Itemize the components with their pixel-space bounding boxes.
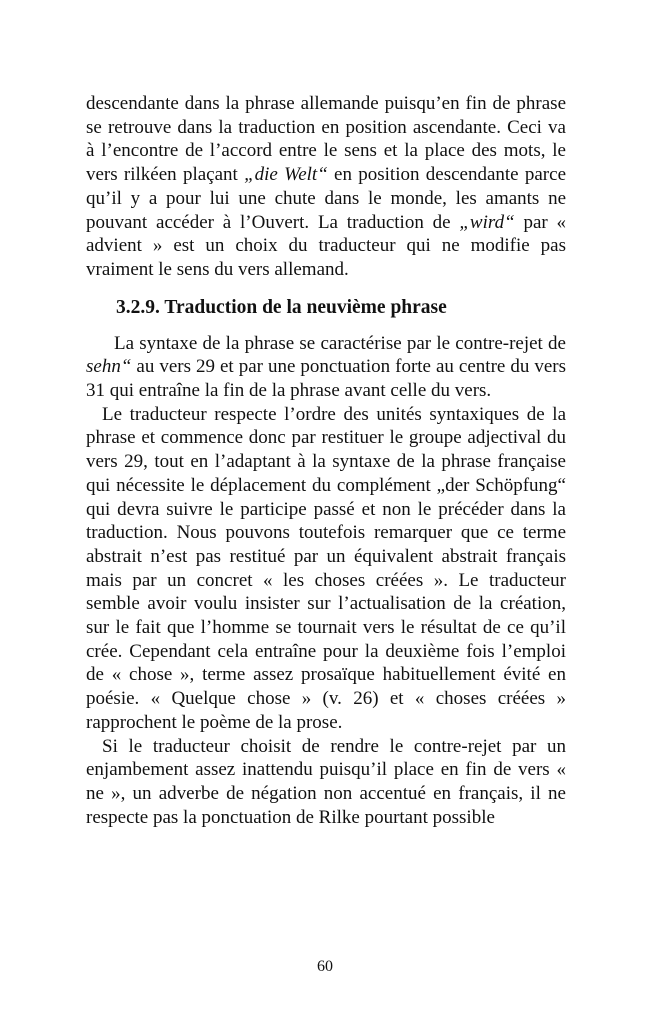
quoted-wird: „wird“ <box>459 211 515 233</box>
paragraph-1 <box>86 92 566 282</box>
page-body <box>86 92 566 829</box>
section-heading: 3.2.9. Traduction de la neuvième phrase <box>116 296 447 318</box>
page-number: 60 <box>317 958 333 975</box>
paragraph-1-text-c: en position descendante parce qu’il y a pour lui une chute dans le monde, les amants ne pouvant accéder à l’Ouvert. La traduction de <box>86 164 566 233</box>
quoted-sehn: sehn“ <box>86 356 132 378</box>
paragraph-1-text-a: descendante dans la phrase allemande puisqu’en fin de phrase se retrouve dans la traduction en position ascendante. Ceci va à l’encontre de l’accord entre le sens et la place des mots, le vers rilkéen plaçant <box>86 93 566 186</box>
paragraph-2 <box>86 332 566 403</box>
paragraph-2-text-c: au vers 29 et par une ponctuation forte au centre du vers 31 qui entraîne la fin de la phrase avant celle du vers. <box>86 356 566 402</box>
paragraph-1-text-e: par « advient » est un choix du traducteur qui ne modifie pas vraiment le sens du vers allemand. <box>86 211 566 280</box>
quoted-die-welt: „die Welt“ <box>244 164 328 186</box>
paragraph-4: Si le traducteur choisit de rendre le contre-rejet par un enjambement assez inattendu puisqu’il place en fin de vers « ne », un adverbe de négation non accentué en français, il ne respecte pas la ponctuation de Rilke pourtant possible <box>86 735 566 828</box>
paragraph-3: Le traducteur respecte l’ordre des unités syntaxiques de la phrase et commence donc par restituer le groupe adjectival du vers 29, tout en l’adaptant à la syntaxe de la phrase française qui nécessite le déplacement du complément „der Schöpfung“ qui devra suivre le participe passé et non le précéder dans la traduction. Nous pouvons toutefois remarquer que ce terme abstrait n’est pas restitué par un équivalent abstrait français mais par un concret « les choses créées ». Le traducteur semble avoir voulu insister sur l’actualisation de la création, sur le fait que l’homme se tournait vers le résultat de ce qu’il crée. Cependant cela entraîne pour la deuxième fois l’emploi de « chose », terme assez prosaïque habituellement évité en poésie. « Quelque chose » (v. 26) et « choses créées » rapprochent le poème de la prose. <box>86 403 566 733</box>
paragraph-2-text-a: La syntaxe de la phrase se caractérise par le contre-rejet de <box>114 332 566 354</box>
